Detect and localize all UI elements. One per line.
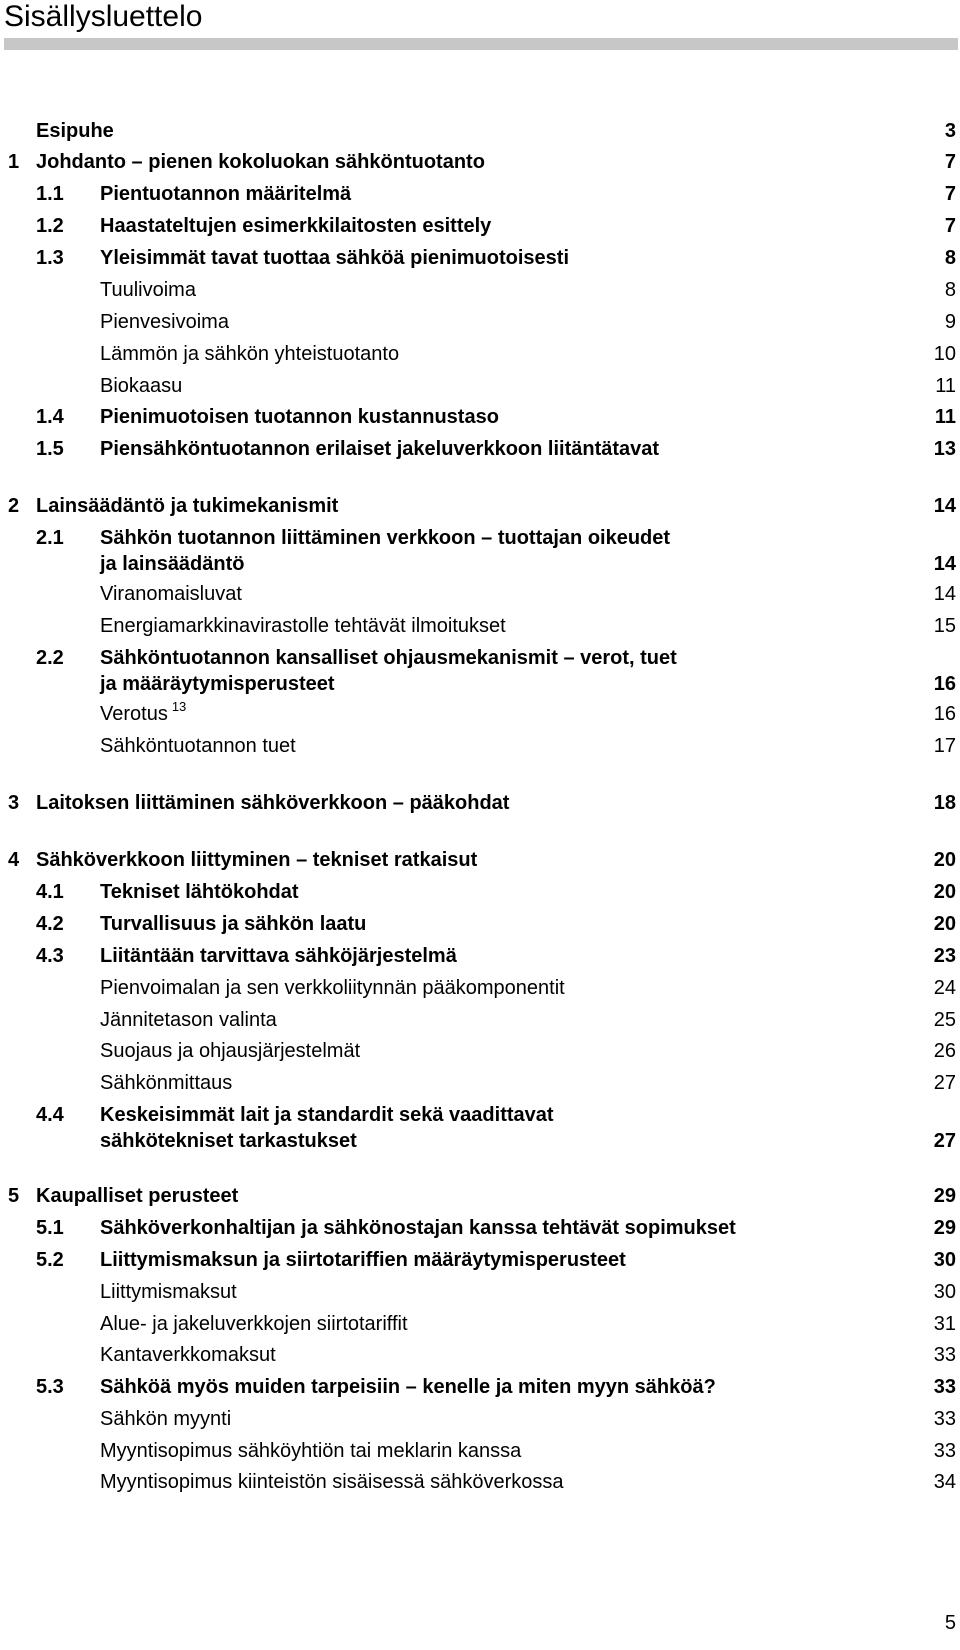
toc-entry	[0, 1104, 960, 1160]
toc-entry	[0, 215, 960, 243]
toc-entry-page: 20	[933, 849, 956, 871]
toc-entry-page: 14	[933, 553, 956, 575]
toc-entry	[0, 343, 960, 371]
toc-entry	[0, 527, 960, 583]
toc-entry	[0, 977, 960, 1005]
toc-entry	[0, 247, 960, 275]
toc-entry-label: Yleisimmät tavat tuottaa sähköä pienimuotoisesti	[100, 247, 570, 269]
toc-entry-page: 27	[933, 1072, 956, 1094]
toc-entry-label: Pienimuotoisen tuotannon kustannustaso	[100, 406, 499, 428]
toc-entry-label: Lämmön ja sähkön yhteistuotanto	[100, 343, 400, 365]
toc-entry-number: 5	[8, 1185, 20, 1207]
toc-entry-page: 27	[933, 1130, 956, 1152]
toc-entry-page: 20	[933, 913, 956, 935]
toc-entry-page: 8	[944, 279, 956, 301]
toc-entry-page: 34	[933, 1471, 956, 1493]
toc-entry	[0, 1217, 960, 1245]
toc-entry-number: 5.1	[36, 1217, 64, 1239]
toc-entry-number: 5.3	[36, 1376, 64, 1398]
toc-entry-label: Sähkön myynti	[100, 1408, 232, 1430]
toc-entry	[0, 913, 960, 941]
toc-entry-label: Haastateltujen esimerkkilaitosten esittely	[100, 215, 492, 237]
toc-entry-label: Sähköä myös muiden tarpeisiin – kenelle ja miten myyn sähköä?	[100, 1376, 716, 1398]
toc-entry-page: 13	[933, 438, 956, 460]
toc-entry-page: 30	[933, 1281, 956, 1303]
toc-entry-page: 3	[944, 120, 956, 142]
toc-entry	[0, 1072, 960, 1100]
toc-entry-label: Pienvesivoima	[100, 311, 229, 333]
toc-entry	[0, 1313, 960, 1341]
toc-entry	[0, 183, 960, 211]
toc-entry-number: 2.2	[36, 647, 64, 669]
toc-entry-page: 23	[933, 945, 956, 967]
toc-entry	[0, 1249, 960, 1277]
toc-entry-page: 14	[933, 495, 956, 517]
toc-entry	[0, 1376, 960, 1404]
toc-entry	[0, 1408, 960, 1436]
toc-entry-label-continued: sähkötekniset tarkastukset	[100, 1130, 357, 1152]
toc-entry-label: Piensähköntuotannon erilaiset jakeluverkkoon liitäntätavat	[100, 438, 660, 460]
toc-entry	[0, 699, 960, 731]
toc-entry-label: Keskeisimmät lait ja standardit sekä vaadittavat	[100, 1104, 554, 1126]
toc-entry-label: Sähköverkonhaltijan ja sähkönostajan kanssa tehtävät sopimukset	[100, 1217, 736, 1239]
page-number: 5	[944, 1612, 956, 1634]
toc-entry-page: 9	[944, 311, 956, 333]
toc-entry-label: Verotus $^{13}$	[100, 699, 187, 725]
toc-entry-label: Sähköntuotannon tuet	[100, 735, 296, 757]
toc-entry-label: Turvallisuus ja sähkön laatu	[100, 913, 367, 935]
toc-entry-label: Myyntisopimus sähköyhtiön tai meklarin kanssa	[100, 1440, 522, 1462]
toc-entry-page: 29	[933, 1185, 956, 1207]
toc-entry	[0, 735, 960, 763]
toc-entry-label: Laitoksen liittäminen sähköverkkoon – pääkohdat	[36, 792, 510, 814]
toc-entry-label: Tekniset lähtökohdat	[100, 881, 299, 903]
toc-entry-label: Tuulivoima	[100, 279, 196, 301]
toc-entry-page: 11	[934, 406, 956, 428]
toc-entry-label: Suojaus ja ohjausjärjestelmät	[100, 1040, 361, 1062]
toc-entry	[0, 1344, 960, 1372]
toc-entry-label: Kaupalliset perusteet	[36, 1185, 239, 1207]
toc-entry-page: 31	[933, 1313, 956, 1335]
toc-entry-label: Alue- ja jakeluverkkojen siirtotariffit	[100, 1313, 408, 1335]
toc-entry-page: 33	[933, 1344, 956, 1366]
toc-entry	[0, 151, 960, 179]
toc-entry	[0, 495, 960, 523]
toc-entry-label-continued: ja lainsäädäntö	[100, 553, 245, 575]
toc-entry-page: 16	[933, 673, 956, 695]
toc-entry-label: Sähköntuotannon kansalliset ohjausmekanismit – verot, tuet	[100, 647, 677, 669]
toc-entry-page: 24	[933, 977, 956, 999]
toc-entry-page: 33	[933, 1376, 956, 1398]
toc-entry-label: Esipuhe	[36, 120, 114, 142]
toc-entry	[0, 1281, 960, 1309]
toc-entry-label: Pienvoimalan ja sen verkkoliitynnän pääkomponentit	[100, 977, 565, 999]
toc-entry-label: Sähköverkkoon liittyminen – tekniset ratkaisut	[36, 849, 478, 871]
toc-entry	[0, 311, 960, 339]
toc-entry	[0, 1440, 960, 1468]
toc-entry-number: 3	[8, 792, 20, 814]
toc-entry-page: 29	[933, 1217, 956, 1239]
toc-entry-page: 7	[944, 151, 956, 173]
toc-entry-number: 2	[8, 495, 20, 517]
toc-entry	[0, 375, 960, 403]
toc-entry-page: 7	[944, 183, 956, 205]
toc-entry-number: 4.3	[36, 945, 64, 967]
toc-entry-page: 7	[944, 215, 956, 237]
toc-entry-page: 25	[933, 1009, 956, 1031]
toc-entry	[0, 881, 960, 909]
toc-entry-number: 4.2	[36, 913, 64, 935]
toc-entry-label: Liittymismaksun ja siirtotariffien määräytymisperusteet	[100, 1249, 626, 1271]
toc-entry-page: 33	[933, 1408, 956, 1430]
toc-entry	[0, 1471, 960, 1499]
toc-entry-label: Jännitetason valinta	[100, 1009, 277, 1031]
toc-entry-page: 17	[933, 735, 956, 757]
toc-entry-page: 8	[944, 247, 956, 269]
toc-entry-label: Lainsäädäntö ja tukimekanismit	[36, 495, 339, 517]
toc-entry-label: Liittymismaksut	[100, 1281, 237, 1303]
toc-entry-label: Sähkönmittaus	[100, 1072, 233, 1094]
toc-entry	[0, 615, 960, 643]
toc-entry-number: 1.4	[36, 406, 64, 428]
toc-entry-page: 11	[935, 375, 956, 397]
toc-entry	[0, 438, 960, 466]
toc-entry-number: 1.5	[36, 438, 64, 460]
page-title: Sisällysluettelo	[4, 0, 203, 33]
toc-entry	[0, 647, 960, 703]
footnote-reference: 13	[171, 699, 187, 714]
toc-entry	[0, 279, 960, 307]
toc-entry-label: Viranomaisluvat	[100, 583, 242, 605]
toc-entry-label: Johdanto – pienen kokoluokan sähköntuotanto	[36, 151, 485, 173]
toc-entry-number: 1	[8, 151, 20, 173]
toc-entry-number: 1.3	[36, 247, 64, 269]
toc-entry-page: 30	[933, 1249, 956, 1271]
toc-entry-label: Pientuotannon määritelmä	[100, 183, 352, 205]
toc-entry	[0, 1009, 960, 1037]
toc-entry	[0, 792, 960, 820]
toc-entry	[0, 1040, 960, 1068]
toc-entry	[0, 945, 960, 973]
toc-entry-page: 10	[933, 343, 956, 365]
toc-entry-label-continued: ja määräytymisperusteet	[100, 673, 335, 695]
toc-entry-label: Biokaasu	[100, 375, 183, 397]
toc-entry-page: 14	[933, 583, 956, 605]
toc-entry-number: 1.1	[36, 183, 64, 205]
toc-entry-number: 4.1	[36, 881, 64, 903]
toc-entry-page: 26	[933, 1040, 956, 1062]
toc-entry-label: Kantaverkkomaksut	[100, 1344, 276, 1366]
toc-entry	[0, 849, 960, 877]
toc-entry-page: 33	[933, 1440, 956, 1462]
toc-entry-number: 4.4	[36, 1104, 64, 1126]
toc-entry-page: 20	[933, 881, 956, 903]
toc-entry-page: 15	[933, 615, 956, 637]
toc-entry-number: 4	[8, 849, 20, 871]
toc-entry-label: Energiamarkkinavirastolle tehtävät ilmoitukset	[100, 615, 506, 637]
toc-entry	[0, 583, 960, 611]
toc-entry-page: 18	[933, 792, 956, 814]
toc-entry-label: Liitäntään tarvittava sähköjärjestelmä	[100, 945, 457, 967]
toc-entry	[0, 1185, 960, 1213]
toc-entry	[0, 406, 960, 434]
toc-entry-number: 1.2	[36, 215, 64, 237]
toc-entry-number: 5.2	[36, 1249, 64, 1271]
toc-entry	[0, 120, 960, 148]
toc-entry-label: Myyntisopimus kiinteistön sisäisessä sähköverkossa	[100, 1471, 564, 1493]
toc-entry-number: 2.1	[36, 527, 64, 549]
toc-entry-page: 16	[933, 703, 956, 725]
toc-entry-label: Sähkön tuotannon liittäminen verkkoon – tuottajan oikeudet	[100, 527, 671, 549]
